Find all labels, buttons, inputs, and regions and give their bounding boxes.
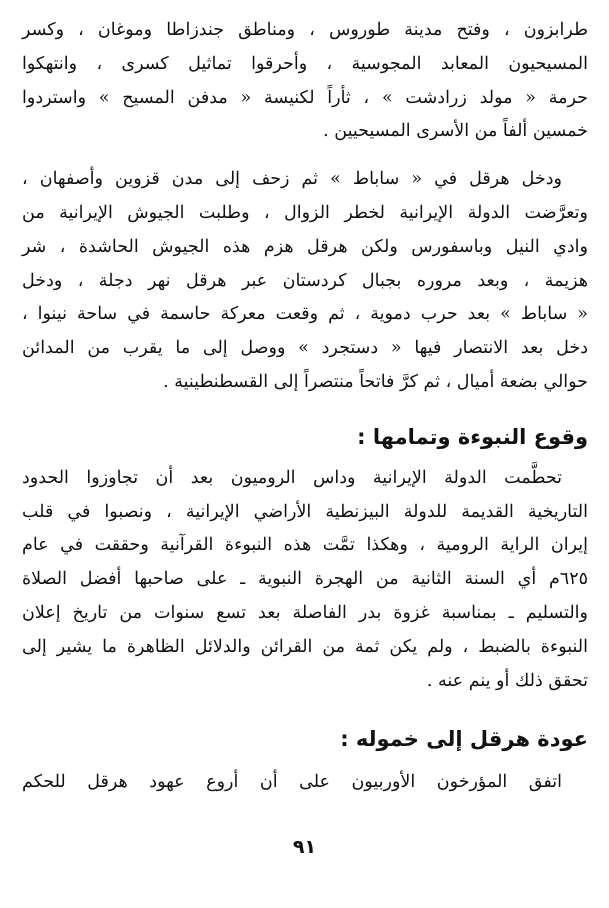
- text-line: ودخل هرقل في « ساباط » ثم زحف إلى مدن قزوين وأصفهان ،: [22, 169, 562, 190]
- text-line: « ساباط » بعد حرب دموية ، ثم وقعت معركة حاسمة في ساحة نينوا ،: [22, 304, 588, 325]
- text-line: اتفق المؤرخون الأوربيون على أن أروع عهود هرقل للحكم: [22, 772, 562, 793]
- section-heading-heraclius-decline: عودة هرقل إلى خموله :: [340, 727, 588, 752]
- book-page: [22, 14, 588, 800]
- page-number: ٩١: [292, 836, 317, 858]
- text-line: حرمة « مولد زرادشت » ، ثأراً لكنيسة « مدفن المسيح » واستردوا: [22, 87, 588, 108]
- text-line: المسيحيون المعابد المجوسية ، وأحرقوا تماثيل كسرى ، وانتهكوا: [22, 53, 588, 74]
- text-line: تحطَّمت الدولة الإيرانية وداس الروميون بعد أن تجاوزوا الحدود: [22, 467, 562, 488]
- text-line: طرابزون ، وفتح مدينة طوروس ، ومناطق جندزاطا وموغان ، وكسر: [22, 20, 588, 40]
- text-line: وتعرَّضت الدولة الإيرانية لخطر الزوال ، وطلبت الجيوش الإيرانية من: [22, 202, 588, 223]
- paragraph-2: [22, 163, 588, 400]
- text-line: التاريخية القديمة للدولة البيزنطية الأراضي الإيرانية ، ونصبوا في قلب: [22, 501, 588, 522]
- paragraph-3: [22, 462, 588, 699]
- paragraph-1: [22, 14, 588, 149]
- text-line: حوالي بضعة أميال ، ثم كرَّ فاتحاً منتصراً إلى القسطنطينية .: [163, 371, 588, 392]
- section-heading-prophecy-fulfilled: وقوع النبوءة وتمامها :: [357, 424, 588, 449]
- text-line: إيران الراية الرومية ، وهكذا تمَّت هذه النبوءة القرآنية وحققت في عام: [22, 535, 588, 556]
- text-line: ٦٢٥م أي السنة الثانية من الهجرة النبوية ـ على صاحبها أفضل الصلاة: [22, 569, 588, 590]
- text-line: وادي النيل وباسفورس ولكن هرقل هزم هذه الجيوش الحاشدة ، شر: [22, 236, 588, 257]
- text-line: النبوءة بالضبط ، ولم يكن ثمة من القرائن والدلائل الظاهرة ما يشير إلى: [22, 636, 588, 657]
- paragraph-4: [22, 766, 588, 800]
- text-line: خمسين ألفاً من الأسرى المسيحيين .: [323, 121, 588, 142]
- text-line: تحقق ذلك أو ينم عنه .: [426, 670, 588, 691]
- text-line: دخل بعد الانتصار فيها « دستجرد » ووصل إلى ما يقرب من المدائن: [22, 338, 588, 359]
- text-line: والتسليم ـ بمناسبة غزوة بدر الفاصلة بعد تسع سنوات من تاريخ إعلان: [22, 602, 588, 623]
- text-line: هزيمة ، وبعد مروره بجبال كردستان عبر هرقل نهر دجلة ، ودخل: [22, 270, 588, 291]
